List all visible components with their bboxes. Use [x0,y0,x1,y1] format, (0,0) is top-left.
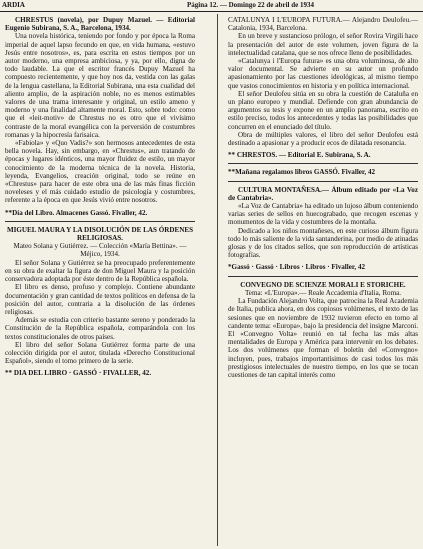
paragraph: Obra de múltiples valores, el libro del señor Deulofeu está destinado a apasionar y a producir ecos de dilatada resonancia. [228,130,418,148]
paragraph: El libro del señor Solana Gutiérrez forma parte de una colección dirigida por el autor, titulada «Derecho Constitucional Español», siendo el tomo primero de la serie. [5,340,195,366]
separator-rule [228,181,418,182]
review-subtitle: Tema: «L'Europa».— Reale Accademia d'Italia, Roma. [244,288,402,297]
paragraph: Una novela histórica, teniendo por fondo y por época la Roma imperial de aquel lapso fecundo en que, en vida humana, «estuvo Jesús entre nosotros», es, para escrita en estos tiempos por un autor moderno, una empresa ambiciosa, y ya, por ello, digna de todo laudable. La que el escritor francés Dupuy Mazuel ha compuesto recientemente, y que hoy nos da, vestida con las galas de la lengua castellana, la Editorial Subirana, una esta cualidad del aliento amplio, de la aspiración noble, no es menos estimables valores de una trama interesante y original, un estilo ameno y moderno y una finalidad altamente moral. Esto, sobre todo: como que el «leit-motiv» de Chrestus no es otro que el vivísimo contraste de la moral evangélica con la perversión de costumbres romanas y la hipocresía farisaica. [5,32,195,139]
paragraph: Además se estudia con criterio bastante sereno y ponderado la Constitución de la República española, comparándola con los textos constitucionales de otros países. [5,316,195,341]
paragraph: En un breve y sustancioso prólogo, el señor Rovira Virgili hace la presentación del autor de este volumen, joven figura de la intelectualidad catalana, que se nos ofrece lleno de posibilidades. [228,32,418,57]
left-column [5,16,195,378]
review-title-cultura: CULTURA MONTAÑESA.— Álbum editado por «La Voz de Cantabria». [228,185,418,202]
separator-rule [5,221,195,222]
ad-line: ** DIA DEL LIBRO · GASSÓ · FIVALLER, 42. [5,369,152,378]
page-header [0,0,423,12]
ad-line: **Día del Libro. Almacenes Gassó. Fivaller, 42. [5,208,148,217]
ad-line: ** CHRESTOS. — Editorial E. Subirana, S. A. [228,151,371,160]
ad-line: *Gassó · Gassó · Libros · Libros · Fivaller, 42 [228,263,366,272]
review-title-convegno: CONVEGNO DE SCIENZE MORALI E STORICHE. [240,280,406,289]
page-date: Página 12. — Domingo 22 de abril de 1934 [187,1,314,9]
review-title-catalunya: CATALUNYA I L'EUROPA FUTURA.— Alejandro Deulofeu.— Catalonia, 1934, Barcelona. [228,16,418,33]
paragraph: Dedicado a los niños montañeses, en este curioso álbum figura todo lo más saliente de la vida santanderina, por medio de atinadas glosas y de los citados sellos, que son reproducción de artísticas fotografías. [228,226,418,260]
paragraph: El señor Solana y Gutiérrez se ha preocupado preferentemente en su obra de exaltar la figura de don Miguel Maura y la posición conservadora adoptada por éste dentro de la República española. [5,258,195,284]
review-title-maura: MIGUEL MAURA Y LA DISOLUCIÓN DE LAS ÓRDENES RELIGIOSAS. [6,225,194,243]
review-title-chrestus: CHRESTUS (novela), por Dupuy Mazuel. — Editorial Eugenio Subirana, S. A., Barcelona, 1934. [5,16,195,33]
paragraph: La Fundación Alejandro Volta, que patrocina la Real Academia de Italia, publica ahora, en dos copiosos volúmenes, el texto de las sesiones que en noviembre de 1932 tuvieron efecto en torno al candente tema: «Europa», bajo la presidencia del insigne Marconi. El «Convegno Volta» reunió en tal fecha las más altas mentalidades de Europa y América para intervenir en los debates. Los dos volúmenes que forman el boletín del «Convegno» incluyen, pues, trabajos importantísimos de casi todos los más prestigiosos intelectuales de nuestro tiempo, en los que se tocan cuestiones de tan capital interés como [228,297,418,379]
paragraph: «Fabiola» y «Quo Vadis?» son hermosos antecedentes de esta bella novela. Hay, sin embargo, en «Chrestus», aun tratando de épocas y lugares idénticos, una mayor fluidez de estilo, un mayor conocimiento de la moderna técnica de la novela. Historia, leyenda, Evangelios, creación original, todo se reúne en «Chrestus» para hacer de este obra una de las más finas ficción noveleses y el más cuidado estudio de psicología y costumbres, referente a la época en que Jesús vivió entre nosotros. [5,139,195,205]
separator-rule [228,163,418,164]
separator-rule [228,276,418,277]
paragraph: «La Voz de Cantabria» ha editado un lujoso álbum conteniendo varias series de sellos en huecograbado, que recogen escenas y monumentos de la vida y costumbres de la montaña. [228,202,418,227]
paragraph: El libro es denso, profuso y complejo. Contiene abundante documentación y gran cantidad de textos políticos en defensa de la posición del autor, contraria a la disolución de las órdenes religiosas. [5,283,195,316]
column-divider [217,14,218,546]
review-subtitle: Mateo Solana y Gutiérrez. — Colección «María Bettina». — Méjico, 1934. [13,242,187,259]
masthead: ARDIA [2,1,25,9]
paragraph: El señor Deulofeu sitúa en su obra la cuestión de Cataluña en un plano europeo y mundial. Defiende con gran abundancia de argumentos su tesis y expone en un amplio panorama, escrito en estilo preciso, todos los antecedentes y todas las posibilidades que concurren en el enunciado del título. [228,89,418,131]
right-column [228,16,418,379]
ad-line: **Mañana regalamos libros GASSÓ. Fivaller, 42 [228,168,376,177]
paragraph: «Catalunya i l'Europa futura» es una obra voluminosa, de alto valor documental. Se advierte en su autor un profundo apasionamiento por las cuestiones ideológicas, al mismo tiempo que vastos conocimientos en historia y en política internacional. [228,57,418,90]
